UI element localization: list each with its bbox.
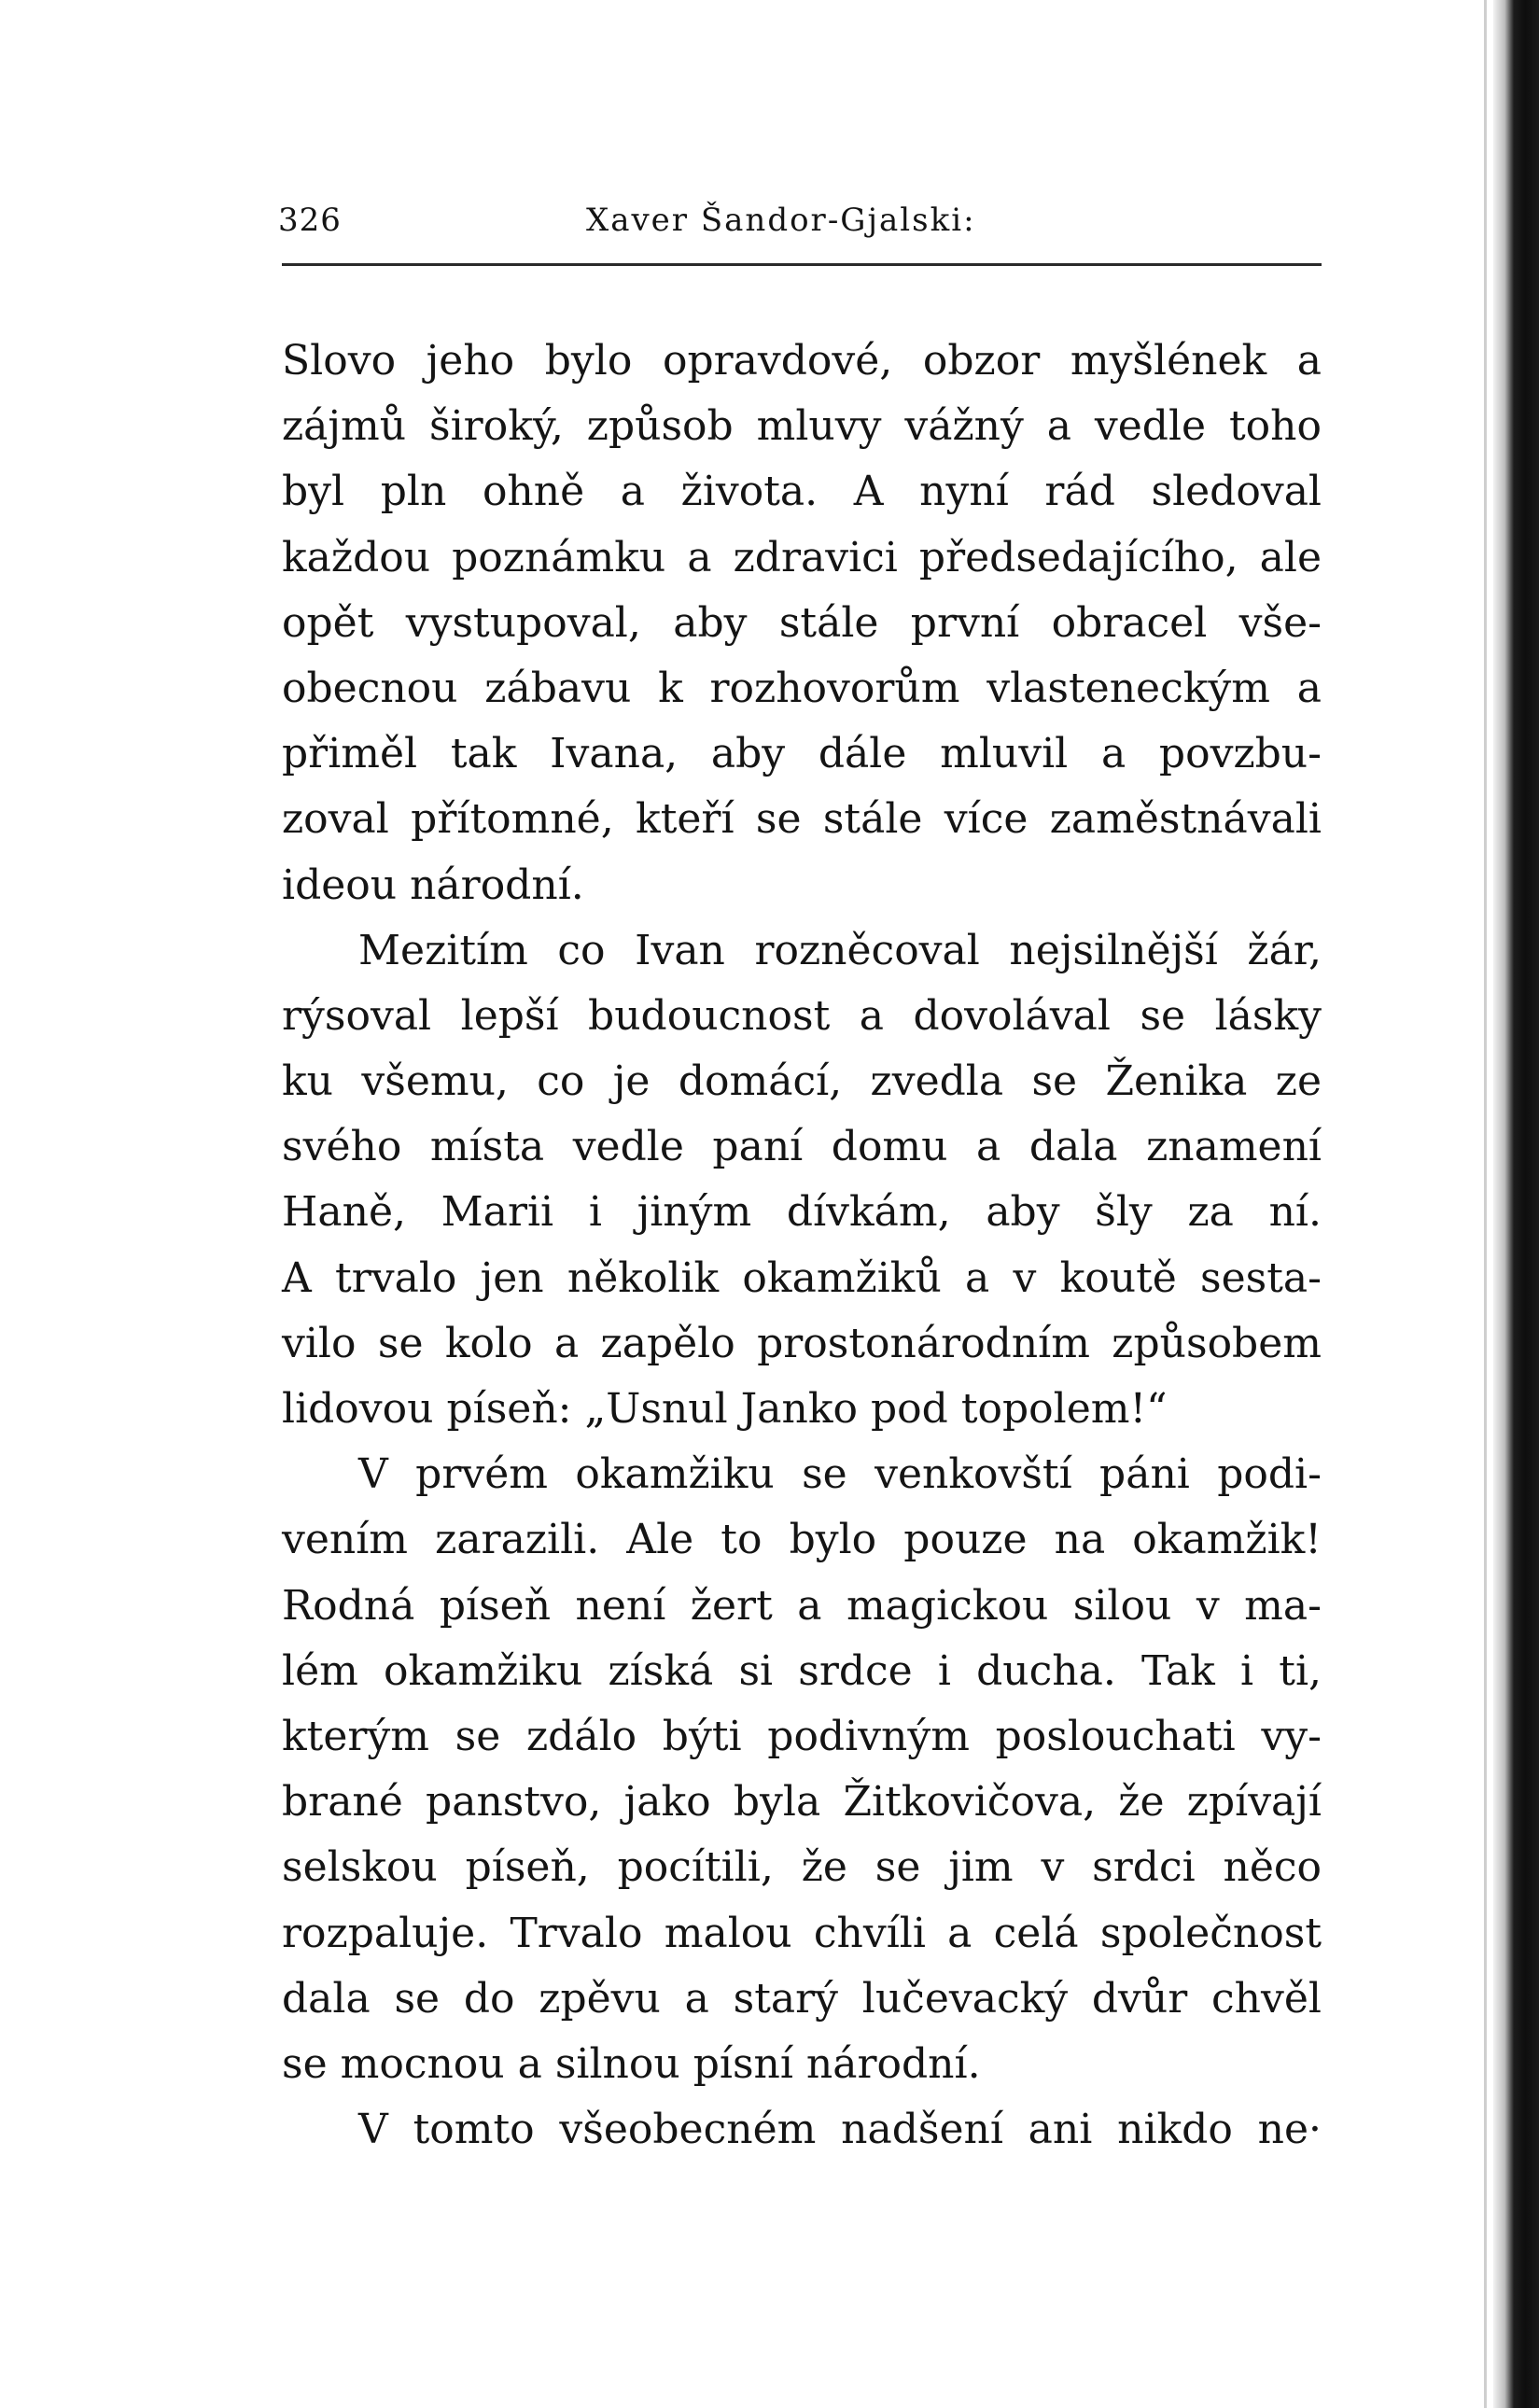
- text-line: obecnou zábavu k rozhovorům vlasteneckým a: [282, 664, 1322, 712]
- text-line: opět vystupoval, aby stále první obracel vše-: [282, 598, 1322, 647]
- adjacent-page-edge: [1493, 0, 1539, 2408]
- running-title: Xaver Šandor-Gjalski:: [586, 202, 976, 239]
- text-line: rozpaluje. Trvalo malou chvíli a celá společnost: [282, 1909, 1322, 1957]
- paragraph: [282, 329, 1322, 918]
- text-line: kterým se zdálo býti podivným poslouchati vy-: [282, 1712, 1322, 1760]
- text-line: V prvém okamžiku se venkovští páni podi-: [358, 1450, 1322, 1499]
- page-edge-line: [1484, 0, 1487, 2408]
- text-line: Rodná píseň není žert a magickou silou v ma-: [282, 1581, 1322, 1630]
- text-line: lidovou píseň: „Usnul Janko pod topolem!“: [282, 1385, 1168, 1433]
- text-line: se mocnou a silnou písní národní.: [282, 2039, 981, 2088]
- text-line: Haně, Marii i jiným dívkám, aby šly za ní.: [282, 1188, 1322, 1237]
- text-line: rýsoval lepší budoucnost a dovolával se lásky: [282, 991, 1322, 1040]
- text-line: V tomto všeobecném nadšení ani nikdo ne·: [358, 2106, 1322, 2154]
- text-line: vením zarazili. Ale to bylo pouze na okamžik!: [282, 1516, 1322, 1564]
- text-line: vilo se kolo a zapělo prostonárodním způsobem: [282, 1319, 1322, 1367]
- text-line: Mezitím co Ivan rozněcoval nejsilnější žár,: [358, 926, 1322, 974]
- text-line: lém okamžiku získá si srdce i ducha. Tak i ti,: [282, 1646, 1322, 1695]
- text-line: A trvalo jen několik okamžiků a v koutě sesta-: [282, 1253, 1322, 1302]
- text-line: brané panstvo, jako byla Žitkovičova, že zpívají: [282, 1778, 1322, 1827]
- page-header: [278, 194, 1322, 250]
- text-line: zájmů široký, způsob mluvy vážný a vedle toho: [282, 402, 1322, 451]
- text-line: přiměl tak Ivana, aby dále mluvil a povzbu-: [282, 730, 1322, 778]
- text-line: každou poznámku a zdravici předsedajícího, ale: [282, 533, 1322, 581]
- text-line: svého místa vedle paní domu a dala znamení: [282, 1123, 1322, 1171]
- text-line: ku všemu, co je domácí, zvedla se Ženika ze: [282, 1057, 1322, 1106]
- text-line: Slovo jeho bylo opravdové, obzor myšlének a: [282, 337, 1322, 385]
- text-line: byl pln ohně a života. A nyní rád sledoval: [282, 468, 1322, 516]
- text-line: dala se do zpěvu a starý lučevacký dvůr chvěl: [282, 1974, 1322, 2023]
- paragraph: [282, 918, 1322, 1443]
- page-number: 326: [278, 202, 342, 239]
- text-line: ideou národní.: [282, 861, 584, 909]
- paragraph: [282, 1442, 1322, 2097]
- header-rule: [282, 263, 1322, 266]
- paragraph: [282, 2097, 1322, 2163]
- text-line: selskou píseň, pocítili, že se jim v srdci něco: [282, 1843, 1322, 1892]
- text-line: zoval přítomné, kteří se stále více zaměstnávali: [282, 795, 1322, 844]
- body-text: [282, 329, 1322, 2163]
